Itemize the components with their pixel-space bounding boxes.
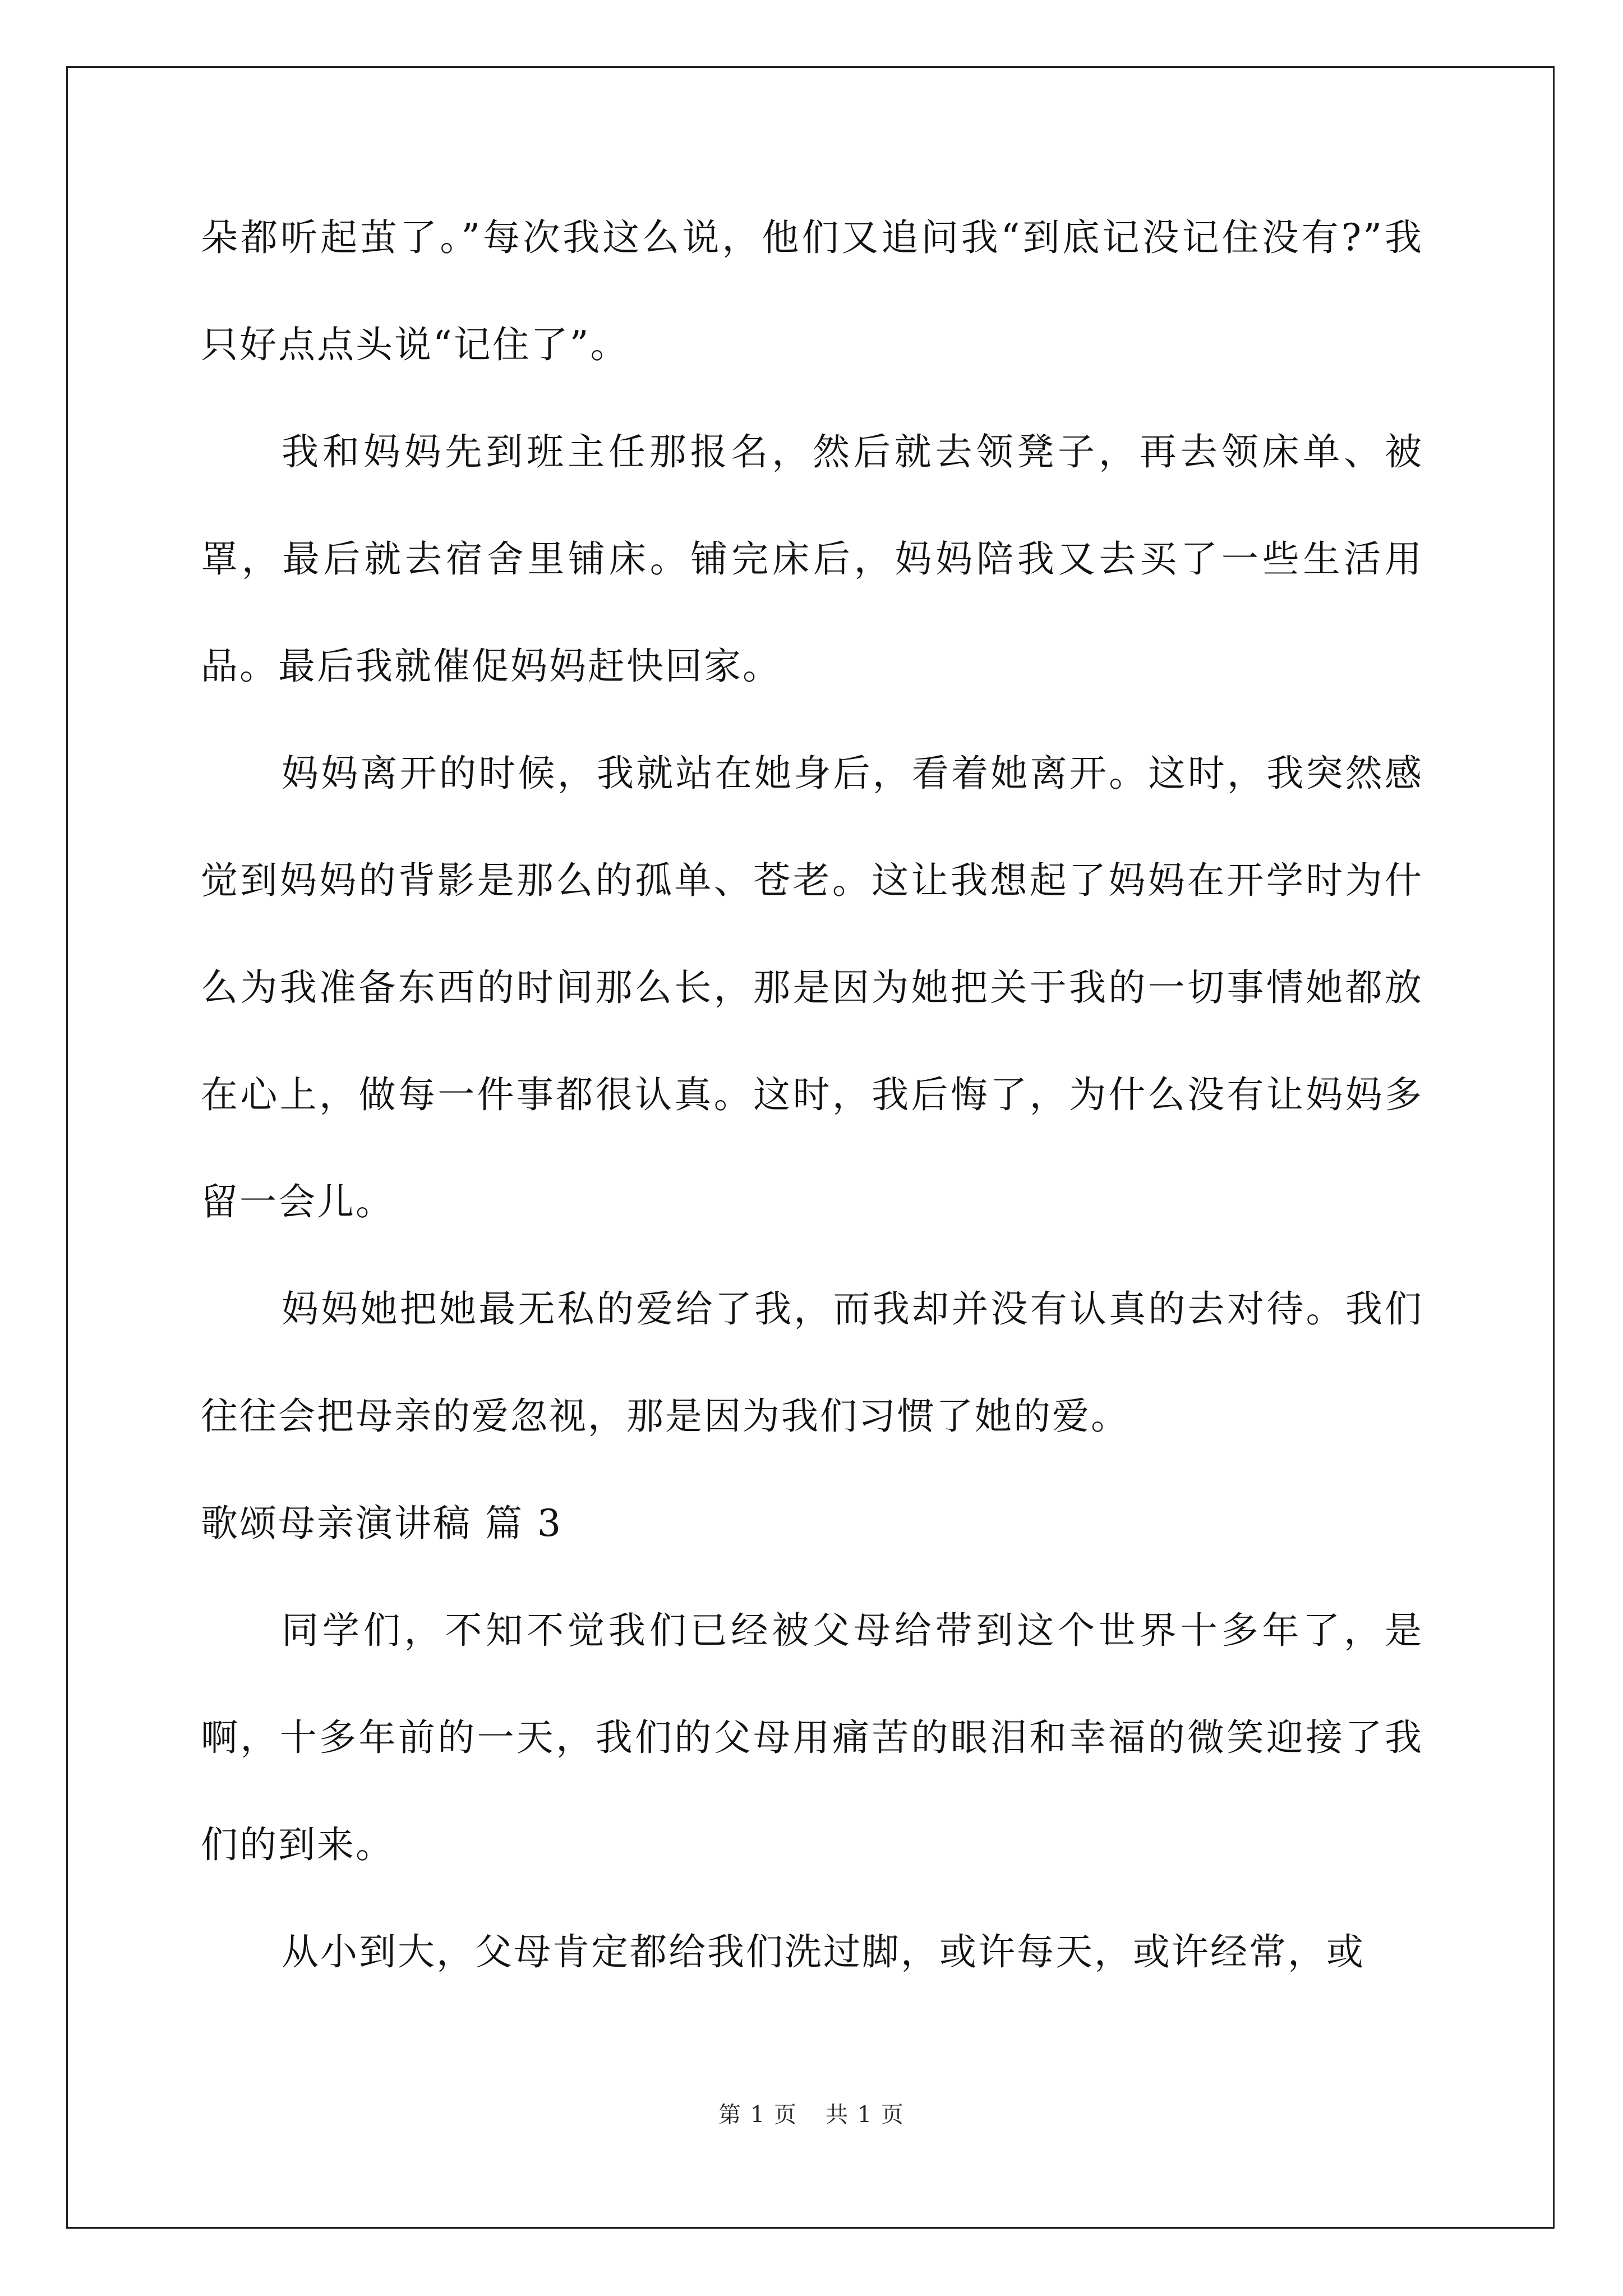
paragraph-4: 妈妈她把她最无私的爱给了我，而我却并没有认真的去对待。我们往往会把母亲的爱忽视，那是因为我们习惯了她的爱。	[201, 1287, 1423, 1438]
page-footer	[0, 2098, 1623, 2132]
page-total: 共 1 页	[826, 2102, 905, 2128]
paragraph-5: 同学们，不知不觉我们已经被父母给带到这个世界十多年了，是啊，十多年前的一天，我们的父母用痛苦的眼泪和幸福的微笑迎接了我们的到来。	[201, 1609, 1423, 1866]
paragraph-1: 朵都听起茧了。”每次我这么说，他们又追问我“到底记没记住没有?”我只好点点头说“记住了”。	[201, 216, 1423, 366]
paragraph-6: 从小到大，父母肯定都给我们洗过脚，或许每天，或许经常，或	[282, 1930, 1365, 1973]
paragraph-3: 妈妈离开的时候，我就站在她身后，看着她离开。这时，我突然感觉到妈妈的背影是那么的孤单、苍老。这让我想起了妈妈在开学时为什么为我准备东西的时间那么长，那是因为她把关于我的一切事情她都放在心上，做每一件事都很认真。这时，我后悔了，为什么没有让妈妈多留一会儿。	[201, 752, 1423, 1223]
paragraph-2: 我和妈妈先到班主任那报名，然后就去领凳子，再去领床单、被罩，最后就去宿舍里铺床。铺完床后，妈妈陪我又去买了一些生活用品。最后我就催促妈妈赶快回家。	[201, 430, 1423, 688]
document-body	[201, 184, 1423, 2005]
page-number: 第 1 页	[718, 2102, 797, 2128]
section-heading: 歌颂母亲演讲稿 篇 3	[201, 1502, 562, 1545]
